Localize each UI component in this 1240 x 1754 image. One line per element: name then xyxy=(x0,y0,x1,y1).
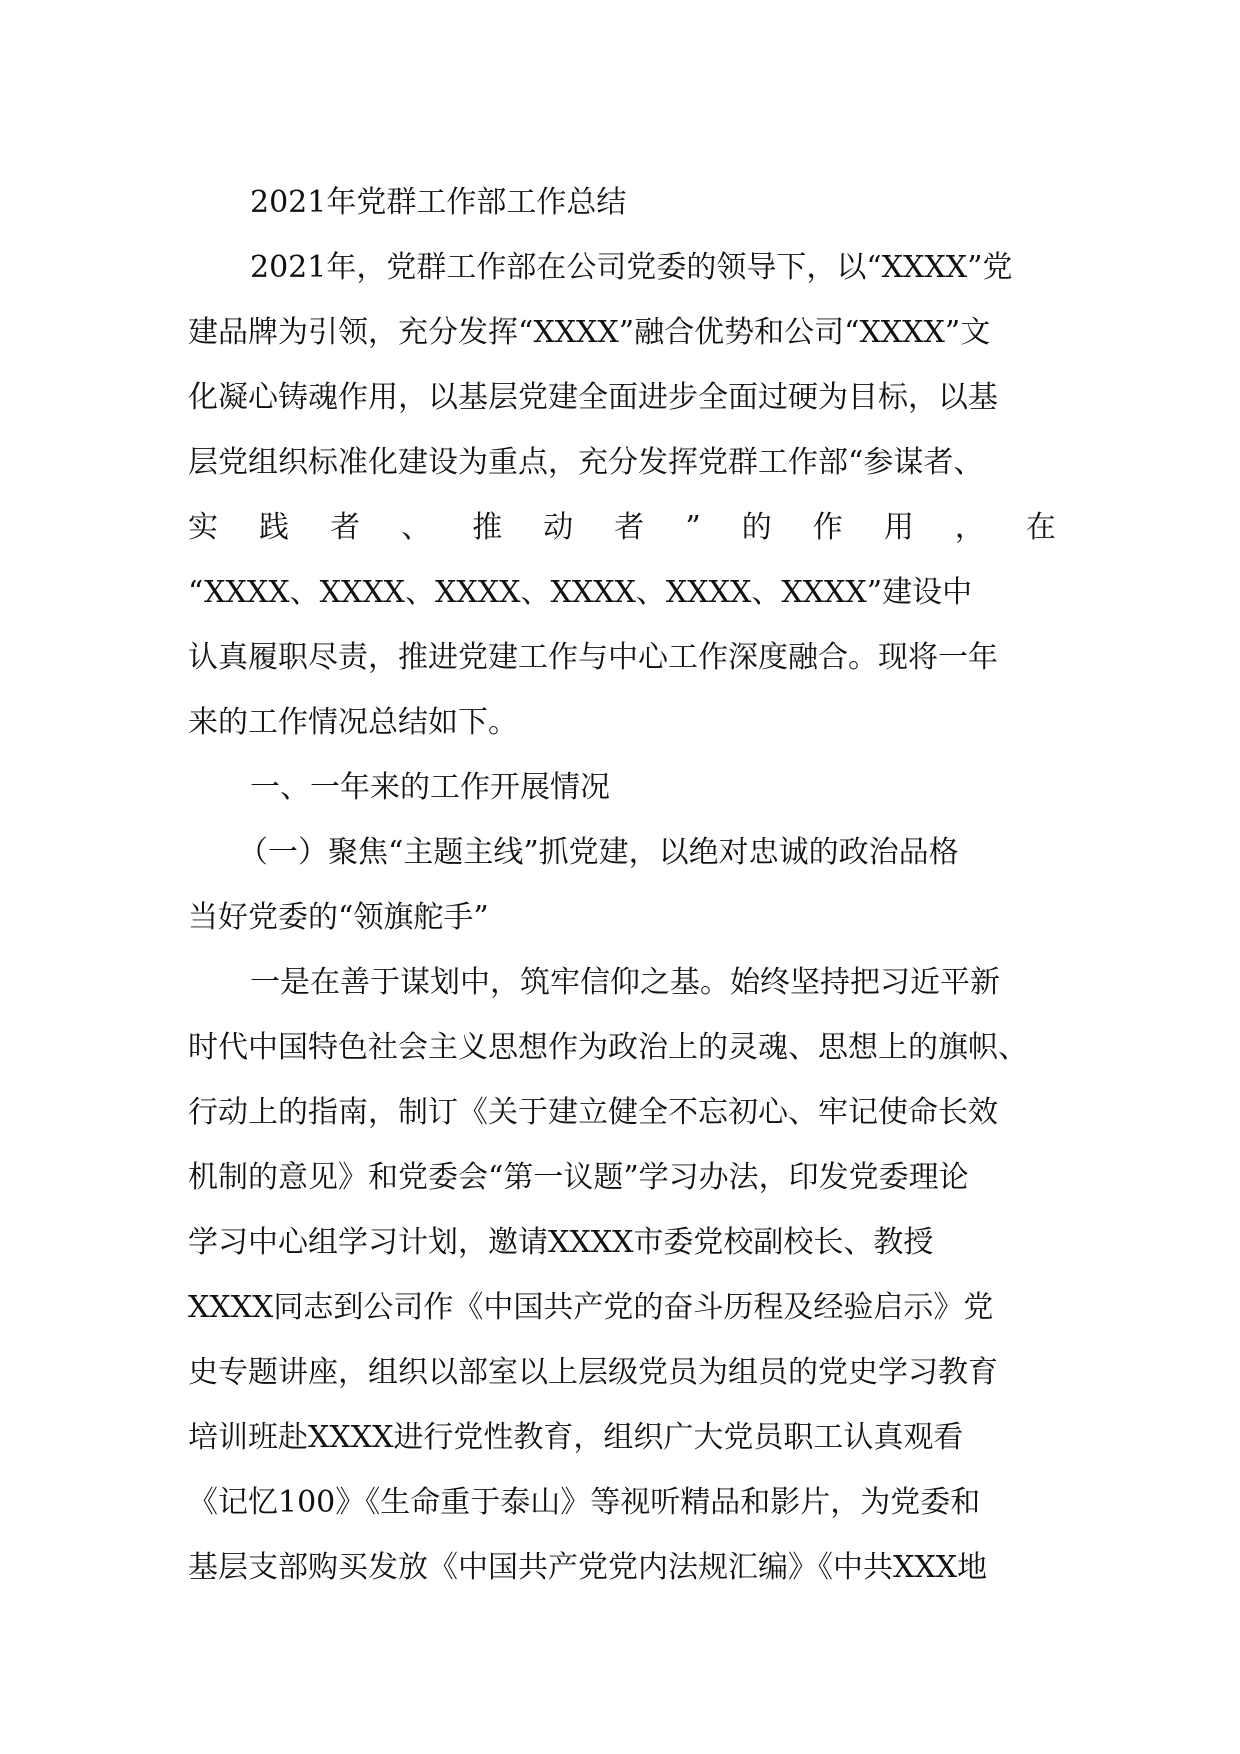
paragraph-line: 学习中心组学习计划，邀请XXXX市委党校副校长、教授 xyxy=(188,1225,934,1260)
paragraph-line: 来的工作情况总结如下。 xyxy=(188,705,518,740)
paragraph-line: 2021年，党群工作部在公司党委的领导下，以“XXXX”党 xyxy=(250,250,1013,285)
paragraph-line: 《记忆100》《生命重于泰山》等视听精品和影片，为党委和 xyxy=(188,1485,981,1520)
paragraph-line: 时代中国特色社会主义思想作为政治上的灵魂、思想上的旗帜、 xyxy=(188,1030,1028,1065)
justified-paragraph-line xyxy=(188,495,1056,560)
justified-character: 者 xyxy=(330,510,361,545)
paragraph-line: 基层支部购买发放《中国共产党党内法规汇编》《中共XXX地 xyxy=(188,1550,988,1585)
paragraph-line: XXXX同志到公司作《中国共产党的奋斗历程及经验启示》党 xyxy=(188,1290,994,1325)
paragraph-line: 培训班赴XXXX进行党性教育，组织广大党员职工认真观看 xyxy=(188,1420,964,1455)
justified-character: 在 xyxy=(1025,510,1056,545)
justified-character: 用 xyxy=(883,510,914,545)
paragraph-line: 建品牌为引领，充分发挥“XXXX”融合优势和公司“XXXX”文 xyxy=(188,315,991,350)
justified-character: 者 xyxy=(614,510,645,545)
paragraph-line: 认真履职尽责，推进党建工作与中心工作深度融合。现将一年 xyxy=(188,640,998,675)
paragraph-line: 行动上的指南，制订《关于建立健全不忘初心、牢记使命长效 xyxy=(188,1095,998,1130)
justified-character: 、 xyxy=(401,510,432,545)
paragraph-line: 一是在善于谋划中，筑牢信仰之基。始终坚持把习近平新 xyxy=(250,965,1000,1000)
justified-character: 作 xyxy=(812,510,843,545)
section-heading: 一、一年来的工作开展情况 xyxy=(250,770,610,805)
document-body xyxy=(188,170,1056,1600)
justified-character: ” xyxy=(685,510,701,545)
justified-character: 动 xyxy=(543,510,574,545)
paragraph-line: 化凝心铸魂作用，以基层党建全面进步全面过硬为目标，以基 xyxy=(188,380,998,415)
paragraph-line: 机制的意见》和党委会“第一议题”学习办法，印发党委理论 xyxy=(188,1160,969,1195)
justified-character: 实 xyxy=(188,510,218,545)
document-title: 2021年党群工作部工作总结 xyxy=(250,185,627,220)
justified-character: ， xyxy=(954,510,985,545)
justified-character: 推 xyxy=(472,510,503,545)
subsection-heading-continuation: 当好党委的“领旗舵手” xyxy=(188,900,489,935)
paragraph-line: “XXXX、XXXX、XXXX、XXXX、XXXX、XXXX”建设中 xyxy=(188,575,973,610)
justified-character: 践 xyxy=(259,510,290,545)
justified-character: 的 xyxy=(741,510,772,545)
paragraph-line: 史专题讲座，组织以部室以上层级党员为组员的党史学习教育 xyxy=(188,1355,998,1390)
paragraph-line: 层党组织标准化建设为重点，充分发挥党群工作部“参谋者、 xyxy=(188,445,984,480)
subsection-heading: （一）聚焦“主题主线”抓党建，以绝对忠诚的政治品格 xyxy=(238,835,959,870)
